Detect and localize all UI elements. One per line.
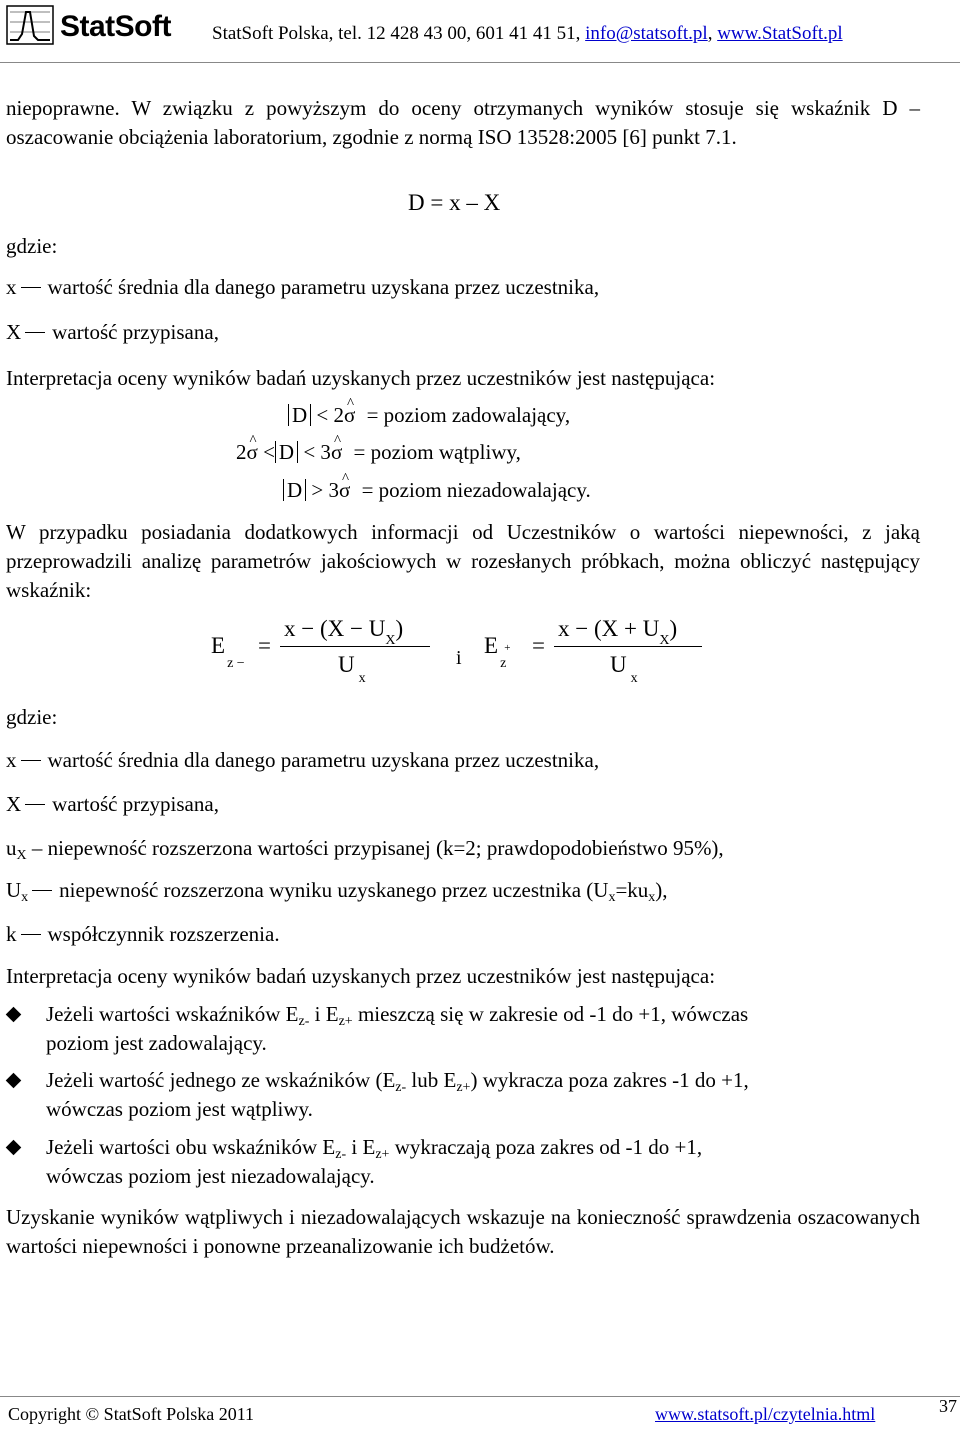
paragraph-2: W przypadku posiadania dodatkowych informacji od Uczestników o wartości niepewności, z jaką przeprowadzili analizę parametrów jakościowych w rozesłanych próbkach, można obliczyć następujący wskaźnik: xyxy=(6,520,920,602)
ez-plus-numerator: $x - (X + U_X)$ xyxy=(558,616,678,648)
definition-X-2 xyxy=(6,790,219,819)
ez-minus-denominator: $U_x$ xyxy=(338,652,366,686)
footer-rule xyxy=(0,1396,960,1397)
diamond-bullet-icon xyxy=(6,1073,22,1089)
where-label-1: gdzie: xyxy=(6,234,58,258)
abs-d: D xyxy=(288,404,311,426)
definition-x-1 xyxy=(6,273,599,302)
def-text: – niepewność rozszerzona wartości przypisanej (k=2; prawdopodobieństwo 95%), xyxy=(31,836,724,860)
list-item: Jeżeli wartości wskaźników Ez- i Ez+ mieszczą się w zakresie od -1 do +1, wówczas poziom jest zadowalający. xyxy=(0,1000,930,1064)
sigma-hat: ^ σ xyxy=(339,476,350,505)
op: < 2 xyxy=(316,403,345,427)
definition-Ux: Ux niepewność rozszerzona wyniku uzyskanego przez uczestnika (Ux=kux), xyxy=(6,878,668,905)
op: < 3 xyxy=(303,440,331,464)
def-text: wartość przypisana, xyxy=(52,320,219,344)
page-number: 37 xyxy=(939,1396,957,1416)
where-label-2: gdzie: xyxy=(6,705,58,729)
abs-d: D xyxy=(275,441,298,463)
condition-satisfactory xyxy=(288,401,570,430)
definition-x-2 xyxy=(6,746,599,775)
conjunction-i: i xyxy=(456,647,462,669)
abs-d: D xyxy=(283,479,306,501)
header-contact xyxy=(212,23,843,45)
contact-text: StatSoft Polska, tel. 12 428 43 00, 601 41 41 51, xyxy=(212,23,586,44)
def-symbol: k xyxy=(6,922,17,946)
result: = poziom niezadowalający. xyxy=(361,478,591,502)
header-rule xyxy=(0,62,960,63)
footer-link[interactable]: www.statsoft.pl/czytelnia.html xyxy=(655,1404,876,1424)
dash-icon xyxy=(21,287,41,288)
ez-plus-fraction-line xyxy=(554,646,702,647)
ez-plus-lhs: $E_z+$ xyxy=(484,633,511,671)
diamond-bullet-icon xyxy=(6,1007,22,1023)
ez-plus-equals: = xyxy=(532,633,545,658)
list-item: Jeżeli wartości obu wskaźników Ez- i Ez+ wykraczają poza zakres od -1 do +1, wówczas poziom jest niezadowalający. xyxy=(0,1133,930,1197)
pre: 2 xyxy=(236,440,247,464)
ez-minus-numerator: $x - (X - U_X)$ xyxy=(284,616,404,648)
ez-plus-denominator: $U_x$ xyxy=(610,652,638,686)
op: > 3 xyxy=(311,478,340,502)
def-symbol: U xyxy=(6,878,22,902)
contact-separator: , xyxy=(707,23,718,44)
ez-minus-lhs: $E_{z -}$ xyxy=(211,633,245,671)
def-text: wartość średnia dla danego parametru uzyskana przez uczestnika, xyxy=(47,748,600,772)
dash-icon xyxy=(32,890,52,891)
op: < xyxy=(263,440,275,464)
sigma-hat: ^ σ xyxy=(331,438,342,467)
statsoft-logo[interactable] xyxy=(6,4,190,48)
logo-graph-icon xyxy=(6,4,56,48)
ez-minus-equals: = xyxy=(258,633,271,658)
def-symbol: X xyxy=(6,320,22,344)
sigma-hat: ^ σ xyxy=(344,401,355,430)
sigma-hat: ^ σ xyxy=(247,438,258,467)
dash-icon xyxy=(25,332,45,333)
definition-k xyxy=(6,920,280,949)
interpretation-1: Interpretacja oceny wyników badań uzyskanych przez uczestników jest następująca: xyxy=(6,366,716,390)
dash-icon xyxy=(21,934,41,935)
condition-questionable xyxy=(236,438,521,467)
result: = poziom wątpliwy, xyxy=(353,440,521,464)
list-item: Jeżeli wartość jednego ze wskaźników (Ez- lub Ez+) wykracza poza zakres -1 do +1, wówczas poziom jest wątpliwy. xyxy=(0,1066,930,1130)
formula-d: D = x – X xyxy=(408,190,501,215)
def-text: wartość średnia dla danego parametru uzyskana przez uczestnika, xyxy=(47,275,600,299)
def-symbol: x xyxy=(6,275,17,299)
def-symbol: X xyxy=(6,792,22,816)
ez-minus-fraction-line xyxy=(280,646,430,647)
diamond-bullet-icon xyxy=(6,1140,22,1156)
dash-icon xyxy=(25,804,45,805)
website-link[interactable]: www.StatSoft.pl xyxy=(717,23,843,44)
intro-paragraph: niepoprawne. W związku z powyższym do oceny otrzymanych wyników stosuje się wskaźnik D – oszacowanie obciążenia laboratorium, zgodnie z normą ISO 13528:2005 [6] punkt 7.1. xyxy=(6,96,920,149)
def-symbol: u xyxy=(6,836,17,860)
logo-text: StatSoft xyxy=(60,10,171,43)
result: = poziom zadowalający, xyxy=(366,403,571,427)
condition-unsatisfactory xyxy=(283,476,591,505)
def-text: współczynnik rozszerzenia. xyxy=(47,922,280,946)
conclusion-paragraph: Uzyskanie wyników wątpliwych i niezadowalających wskazuje na konieczność sprawdzenia oszacowanych wartości niepewności i ponowne przeanalizowanie ich budżetów. xyxy=(6,1205,920,1258)
footer-copyright: Copyright © StatSoft Polska 2011 xyxy=(8,1404,255,1424)
definition-uX: uX – niepewność rozszerzona wartości przypisanej (k=2; prawdopodobieństwo 95%), xyxy=(6,836,724,863)
definition-X-1 xyxy=(6,318,219,347)
def-symbol: x xyxy=(6,748,17,772)
dash-icon xyxy=(21,760,41,761)
email-link[interactable]: info@statsoft.pl xyxy=(585,23,708,44)
interpretation-2: Interpretacja oceny wyników badań uzyskanych przez uczestników jest następująca: xyxy=(6,964,716,988)
def-text: wartość przypisana, xyxy=(52,792,219,816)
